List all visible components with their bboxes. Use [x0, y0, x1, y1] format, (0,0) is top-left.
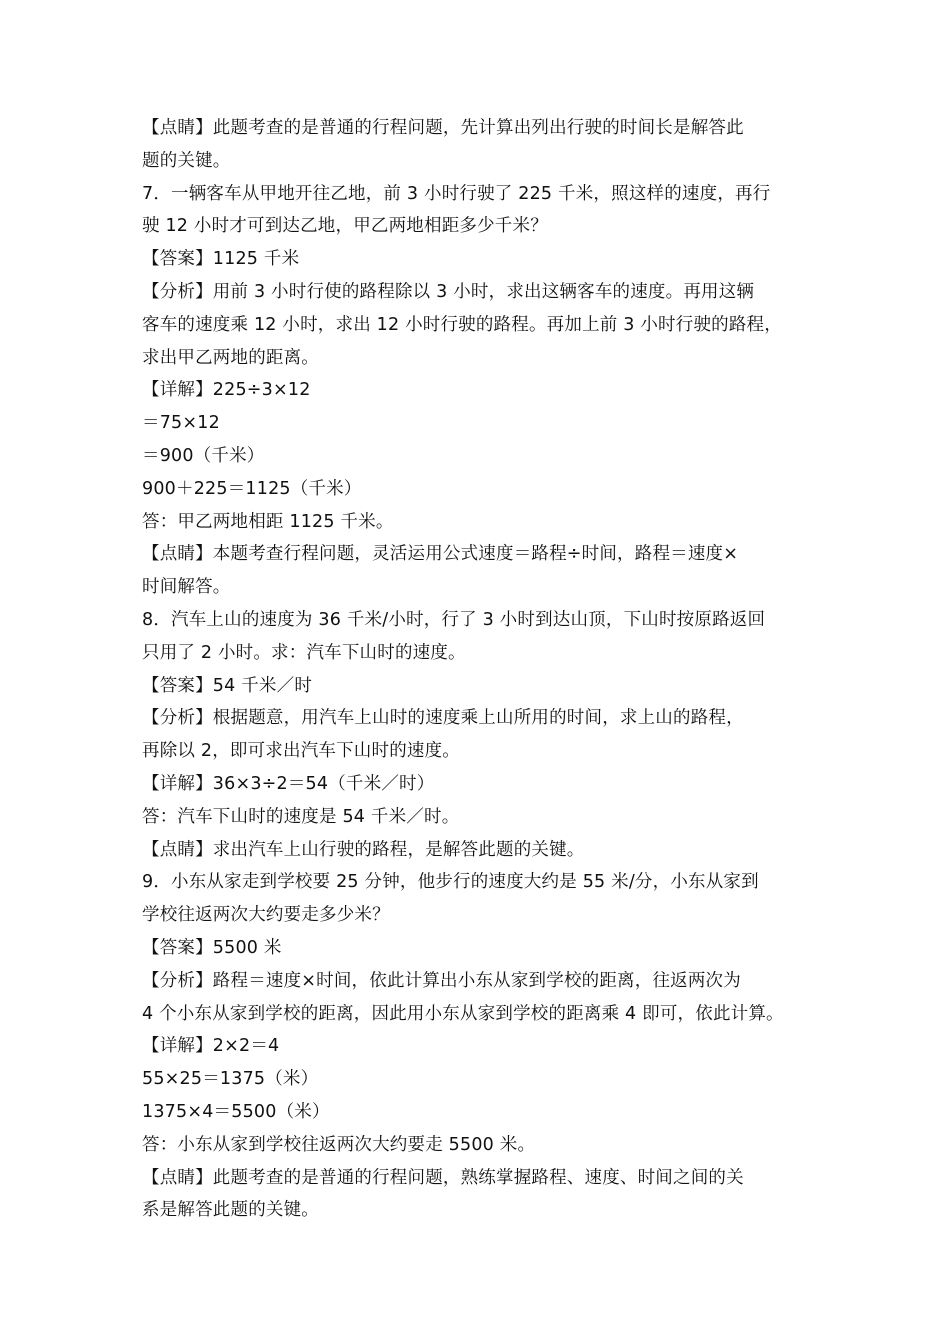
reply-line: 答：汽车下山时的速度是 54 千米／时。: [142, 806, 460, 827]
comment-line: 【点睛】本题考查行程问题，灵活运用公式速度＝路程÷时间，路程＝速度×: [142, 544, 739, 565]
analysis-line: 再除以 2，即可求出汽车下山时的速度。: [142, 741, 460, 762]
document-body: [142, 112, 822, 1227]
solution-line: 55×25＝1375（米）: [142, 1069, 319, 1090]
solution-line: 【详解】2×2＝4: [142, 1036, 280, 1057]
solution-line: 【详解】36×3÷2＝54（千米／时）: [142, 773, 435, 794]
question-8-text: 只用了 2 小时。求：汽车下山时的速度。: [142, 642, 466, 663]
solution-line: 900＋225＝1125（千米）: [142, 478, 362, 499]
reply-line: 答：甲乙两地相距 1125 千米。: [142, 511, 394, 532]
comment-line: 【点睛】此题考查的是普通的行程问题，熟练掌握路程、速度、时间之间的关: [142, 1167, 744, 1188]
analysis-line: 客车的速度乘 12 小时，求出 12 小时行驶的路程。再加上前 3 小时行驶的路程，: [142, 314, 782, 335]
solution-line: 【详解】225÷3×12: [142, 380, 311, 401]
analysis-line: 【分析】路程＝速度×时间，依此计算出小东从家到学校的距离，往返两次为: [142, 970, 741, 991]
analysis-line: 【分析】根据题意，用汽车上山时的速度乘上山所用的时间，求上山的路程，: [142, 708, 744, 729]
solution-line: ＝900（千米）: [142, 445, 265, 466]
analysis-line: 4 个小东从家到学校的距离，因此用小东从家到学校的距离乘 4 即可，依此计算。: [142, 1003, 784, 1024]
question-8-text: 8．汽车上山的速度为 36 千米/小时，行了 3 小时到达山顶，下山时按原路返回: [142, 609, 766, 630]
text-line: 【点睛】此题考查的是普通的行程问题，先计算出列出行驶的时间长是解答此: [142, 118, 744, 138]
question-7-text: 驶 12 小时才可到达乙地，甲乙两地相距多少千米？: [142, 216, 548, 237]
question-9-text: 9．小东从家走到学校要 25 分钟，他步行的速度大约是 55 米/分，小东从家到: [142, 872, 759, 893]
solution-line: 1375×4＝5500（米）: [142, 1101, 330, 1122]
solution-line: ＝75×12: [142, 413, 220, 434]
comment-line: 【点睛】求出汽车上山行驶的路程，是解答此题的关键。: [142, 839, 585, 860]
answer-line: 【答案】1125 千米: [142, 249, 300, 270]
analysis-line: 求出甲乙两地的距离。: [142, 347, 319, 368]
reply-line: 答：小东从家到学校往返两次大约要走 5500 米。: [142, 1134, 536, 1155]
answer-line: 【答案】54 千米／时: [142, 675, 313, 696]
comment-line: 时间解答。: [142, 577, 231, 598]
comment-line: 系是解答此题的关键。: [142, 1200, 319, 1221]
analysis-line: 【分析】用前 3 小时行使的路程除以 3 小时，求出这辆客车的速度。再用这辆: [142, 281, 755, 302]
question-9-text: 学校往返两次大约要走多少米？: [142, 905, 390, 926]
answer-line: 【答案】5500 米: [142, 937, 282, 958]
text-line: 题的关键。: [142, 150, 231, 171]
question-7-text: 7．一辆客车从甲地开往乙地，前 3 小时行驶了 225 千米，照这样的速度，再行: [142, 183, 771, 204]
